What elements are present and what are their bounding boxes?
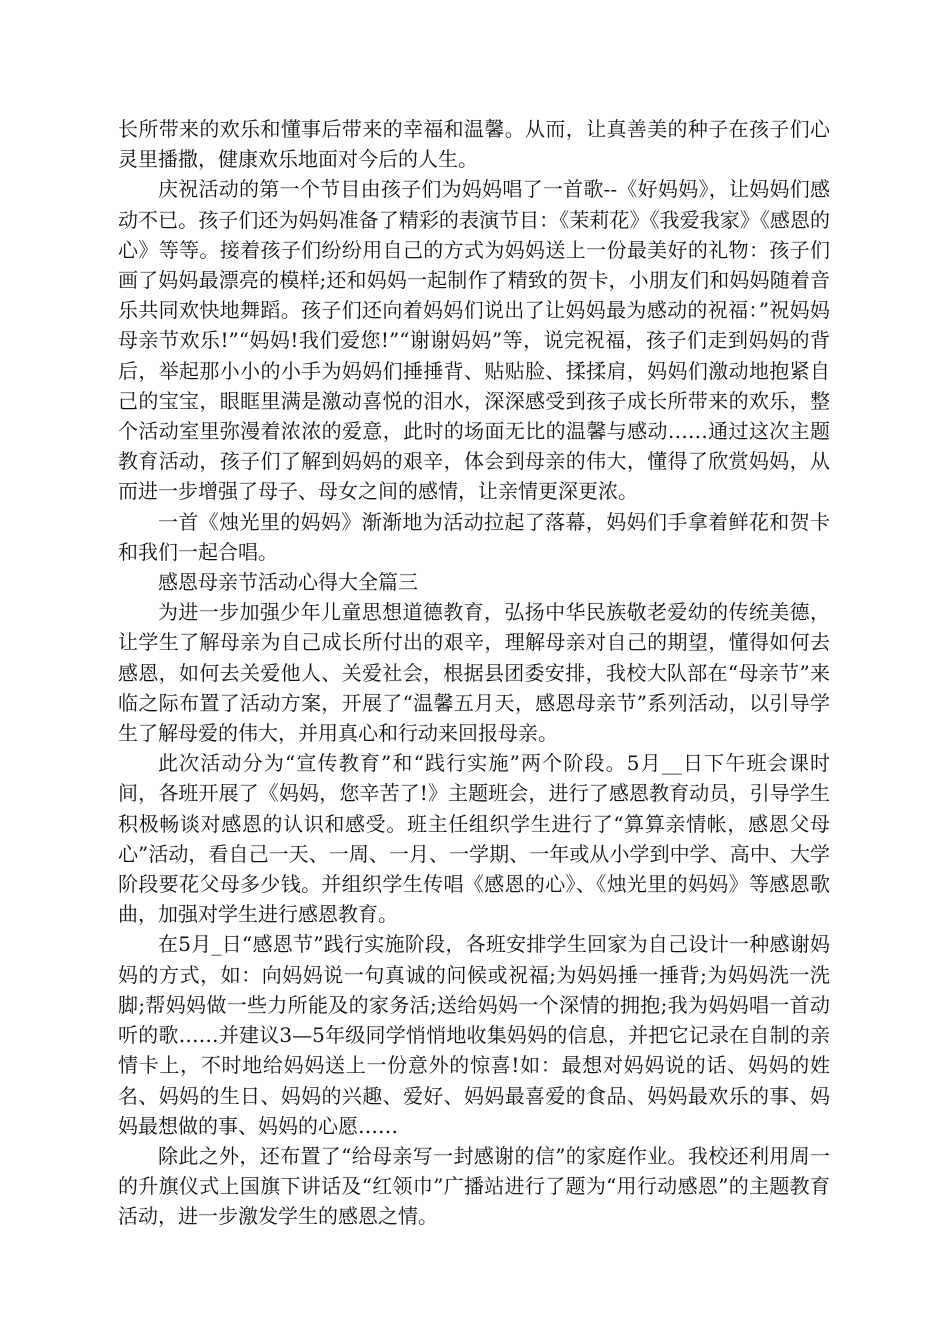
paragraph-1: 长所带来的欢乐和懂事后带来的幸福和温馨。从而，让真善美的种子在孩子们心灵里播撒，健康欢乐地面对今后的人生。	[118, 117, 830, 172]
paragraph-6: 此次活动分为“宣传教育”和“践行实施”两个阶段。5月__日下午班会课时间，各班开展了《妈妈，您辛苦了!》主题班会，进行了感恩教育动员，引导学生积极畅谈对感恩的认识和感受。班主任组织学生进行了“算算亲情帐，感恩父母心”活动，看自己一天、一周、一月、一学期、一年或从小学到中学、高中、大学阶段要花父母多少钱。并组织学生传唱《感恩的心》、《烛光里的妈妈》等感恩歌曲，加强对学生进行感恩教育。	[118, 751, 830, 927]
document-page	[118, 114, 830, 1232]
paragraph-3: 一首《烛光里的妈妈》渐渐地为活动拉起了落幕，妈妈们手拿着鲜花和贺卡和我们一起合唱。	[118, 509, 830, 564]
paragraph-5: 为进一步加强少年儿童思想道德教育，弘扬中华民族敬老爱幼的传统美德，让学生了解母亲为自己成长所付出的艰辛，理解母亲对自己的期望，懂得如何去感恩，如何去关爱他人、关爱社会，根据县团委安排，我校大队部在“母亲节”来临之际布置了活动方案，开展了“温馨五月天，感恩母亲节”系列活动，以引导学生了解母爱的伟大，并用真心和行动来回报母亲。	[118, 600, 830, 746]
paragraph-8: 除此之外，还布置了“给母亲写一封感谢的信”的家庭作业。我校还利用周一的升旗仪式上国旗下讲话及“红领巾”广播站进行了题为“用行动感恩”的主题教育活动，进一步激发学生的感恩之情。	[118, 1143, 830, 1229]
section-heading: 感恩母亲节活动心得大全篇三	[158, 570, 418, 595]
paragraph-7: 在5月_日“感恩节”践行实施阶段，各班安排学生回家为自己设计一种感谢妈妈的方式，如：向妈妈说一句真诚的问候或祝福;为妈妈捶一捶背;为妈妈洗一洗脚;帮妈妈做一些力所能及的家务活;送给妈妈一个深情的拥抱;我为妈妈唱一首动听的歌……并建议3—5年级同学悄悄地收集妈妈的信息，并把它记录在自制的亲情卡上，不时地给妈妈送上一份意外的惊喜!如：最想对妈妈说的话、妈妈的姓名、妈妈的生日、妈妈的兴趣、爱好、妈妈最喜爱的食品、妈妈最欢乐的事、妈妈最想做的事、妈妈的心愿……	[118, 932, 830, 1138]
paragraph-2: 庆祝活动的第一个节目由孩子们为妈妈唱了一首歌--《好妈妈》，让妈妈们感动不已。孩子们还为妈妈准备了精彩的表演节目：《茉莉花》《我爱我家》《感恩的心》等等。接着孩子们纷纷用自己的方式为妈妈送上一份最美好的礼物：孩子们画了妈妈最漂亮的模样;还和妈妈一起制作了精致的贺卡，小朋友们和妈妈随着音乐共同欢快地舞蹈。孩子们还向着妈妈们说出了让妈妈最为感动的祝福：”祝妈妈母亲节欢乐!”“妈妈!我们爱您!”“谢谢妈妈”等，说完祝福，孩子们走到妈妈的背后，举起那小小的小手为妈妈们捶捶背、贴贴脸、揉揉肩，妈妈们激动地抱紧自己的宝宝，眼眶里满是激动喜悦的泪水，深深感受到孩子成长所带来的欢乐，整个活动室里弥漫着浓浓的爱意，此时的场面无比的温馨与感动……通过这次主题教育活动，孩子们了解到妈妈的艰辛，体会到母亲的伟大，懂得了欣赏妈妈，从而进一步增强了母子、母女之间的感情，让亲情更深更浓。	[118, 177, 830, 504]
